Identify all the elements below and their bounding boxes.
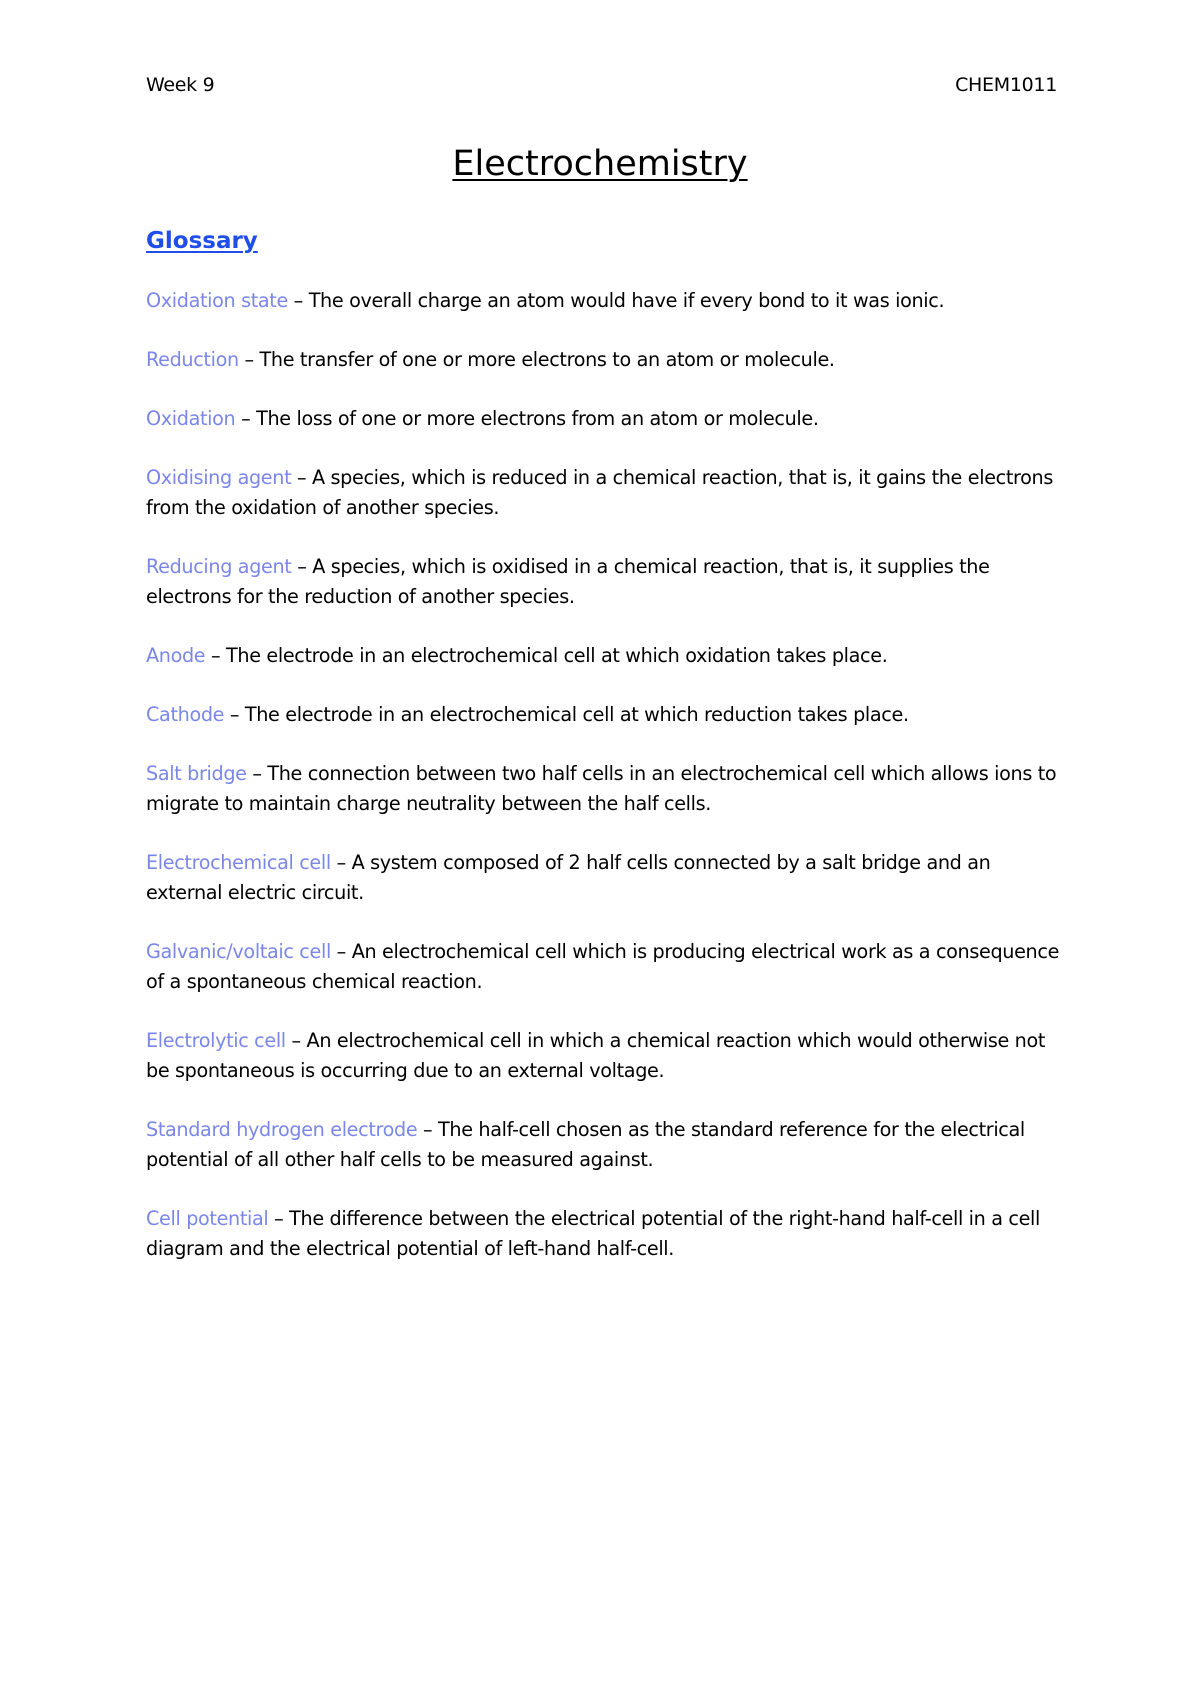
glossary-term: Oxidation state [146, 289, 288, 312]
term-separator: – [287, 289, 309, 312]
glossary-term: Oxidising agent [146, 466, 292, 489]
term-separator: – [291, 555, 313, 578]
glossary-definition: The connection between two half cells in an electrochemical cell which allows ions to migrate to maintain charge neutrality between the half cells. [146, 762, 1057, 815]
term-separator: – [291, 466, 312, 489]
glossary-definition: An electrochemical cell in which a chemical reaction which would otherwise not be spontaneous is occurring due to an external voltage. [146, 1029, 1046, 1082]
glossary-term: Reducing agent [146, 555, 292, 578]
glossary-list [146, 286, 1066, 1293]
glossary-entry-salt-bridge [146, 759, 1066, 819]
term-separator: – [235, 407, 257, 430]
term-separator: – [330, 940, 352, 963]
glossary-term: Electrolytic cell [146, 1029, 286, 1052]
term-separator: – [224, 703, 245, 726]
term-separator: – [246, 762, 268, 785]
term-separator: – [205, 644, 227, 667]
glossary-term: Reduction [146, 348, 239, 371]
glossary-definition: The half-cell chosen as the standard reference for the electrical potential of all other half cells to be measured against. [146, 1118, 1025, 1171]
glossary-definition: The loss of one or more electrons from an atom or molecule. [256, 407, 819, 430]
glossary-definition: The electrode in an electrochemical cell at which oxidation takes place. [226, 644, 888, 667]
glossary-entry-anode [146, 641, 1066, 671]
header-week: Week 9 [146, 74, 215, 96]
glossary-term: Oxidation [146, 407, 236, 430]
glossary-heading: Glossary [146, 228, 258, 254]
glossary-term: Salt bridge [146, 762, 247, 785]
glossary-entry-electrochemical-cell [146, 848, 1066, 908]
glossary-entry-oxidising-agent [146, 463, 1066, 523]
glossary-term: Galvanic/voltaic cell [146, 940, 331, 963]
term-separator: – [268, 1207, 290, 1230]
glossary-term: Anode [146, 644, 206, 667]
glossary-term: Cell potential [146, 1207, 269, 1230]
glossary-definition: The transfer of one or more electrons to an atom or molecule. [259, 348, 835, 371]
glossary-entry-cathode [146, 700, 1066, 730]
glossary-entry-oxidation [146, 404, 1066, 434]
term-separator: – [417, 1118, 439, 1141]
page-title: Electrochemistry [452, 144, 748, 184]
term-separator: – [330, 851, 352, 874]
header-course-code: CHEM1011 [955, 74, 1057, 96]
glossary-term: Cathode [146, 703, 225, 726]
glossary-definition: A species, which is reduced in a chemical reaction, that is, it gains the electrons from the oxidation of another species. [146, 466, 1053, 519]
glossary-definition: An electrochemical cell which is producing electrical work as a consequence of a spontaneous chemical reaction. [146, 940, 1060, 993]
glossary-entry-galvanic-voltaic-cell [146, 937, 1066, 997]
glossary-entry-standard-hydrogen-electrode [146, 1115, 1066, 1175]
glossary-entry-electrolytic-cell [146, 1026, 1066, 1086]
term-separator: – [238, 348, 260, 371]
glossary-entry-oxidation-state [146, 286, 1066, 316]
glossary-definition: The overall charge an atom would have if every bond to it was ionic. [308, 289, 945, 312]
glossary-definition: A species, which is oxidised in a chemical reaction, that is, it supplies the electrons for the reduction of another species. [146, 555, 990, 608]
glossary-definition: The difference between the electrical potential of the right-hand half-cell in a cell diagram and the electrical potential of left-hand half-cell. [146, 1207, 1041, 1260]
glossary-entry-reduction [146, 345, 1066, 375]
term-separator: – [285, 1029, 307, 1052]
glossary-entry-cell-potential [146, 1204, 1066, 1264]
glossary-definition: A system composed of 2 half cells connected by a salt bridge and an external electric circuit. [146, 851, 991, 904]
glossary-definition: The electrode in an electrochemical cell at which reduction takes place. [244, 703, 909, 726]
glossary-entry-reducing-agent [146, 552, 1066, 612]
glossary-term: Electrochemical cell [146, 851, 331, 874]
glossary-term: Standard hydrogen electrode [146, 1118, 418, 1141]
